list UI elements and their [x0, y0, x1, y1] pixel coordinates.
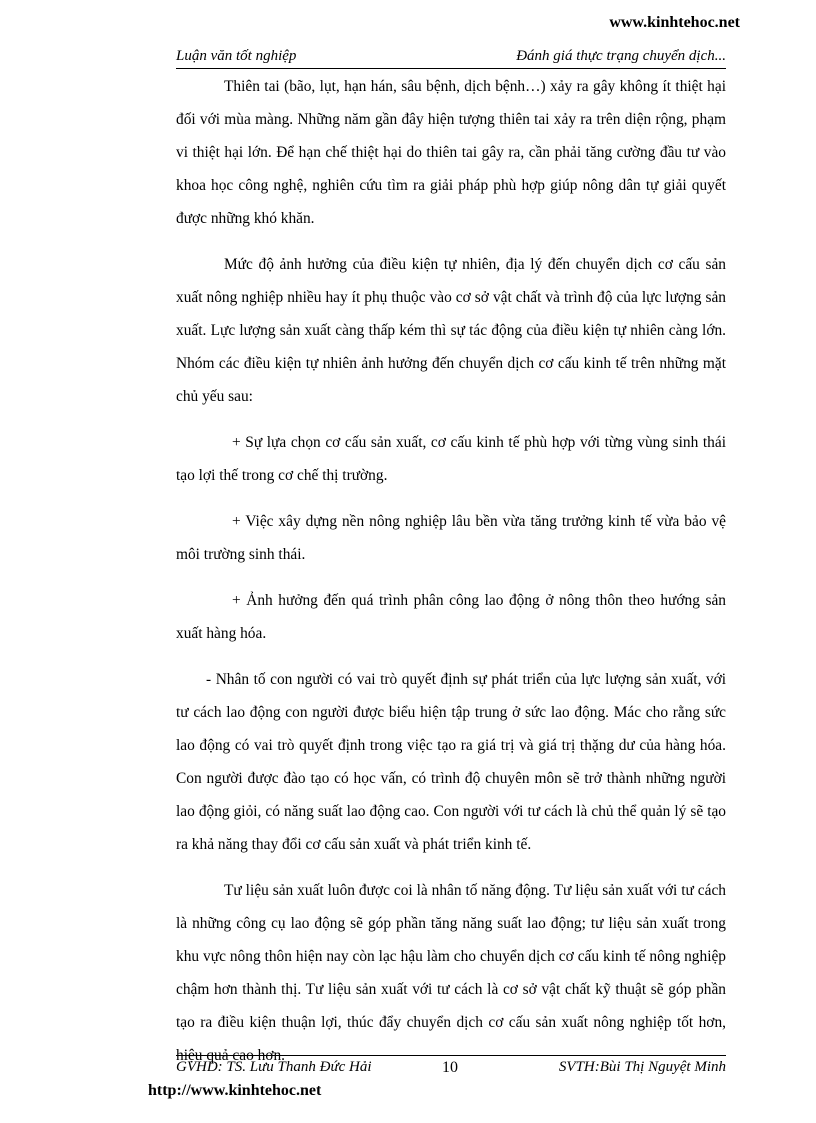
- header-thesis-label: Luận văn tốt nghiệp: [176, 48, 297, 64]
- paragraph-natural-conditions: Mức độ ảnh hưởng của điều kiện tự nhiên, địa lý đến chuyển dịch cơ cấu sản xuất nông nghiệp nhiều hay ít phụ thuộc vào cơ sở vật chất và trình độ của lực lượng sản xuất. Lực lượng sản xuất càng thấp kém thì sự tác động của điều kiện tự nhiên càng lớn. Nhóm các điều kiện tự nhiên ảnh hưởng đến chuyển dịch cơ cấu kinh tế trên những mặt chủ yếu sau:: [176, 256, 726, 405]
- site-url-top: www.kinhtehoc.net: [609, 14, 740, 31]
- page-number: 10: [442, 1059, 458, 1076]
- footer-student: SVTH:Bùi Thị Nguyệt Minh: [558, 1059, 726, 1075]
- site-url-bottom[interactable]: http://www.kinhtehoc.net: [148, 1082, 322, 1099]
- page-footer: [176, 1055, 726, 1080]
- page-header: [176, 48, 726, 69]
- footer-advisor: GVHD: TS. Lưu Thanh Đức Hải: [176, 1059, 372, 1075]
- document-body: [176, 70, 726, 1072]
- bullet-sustainable-agriculture: + Việc xây dựng nền nông nghiệp lâu bền vừa tăng trưởng kinh tế vừa bảo vệ môi trường sinh thái.: [176, 513, 726, 563]
- paragraph-means-of-production: Tư liệu sản xuất luôn được coi là nhân tố năng động. Tư liệu sản xuất với tư cách là những công cụ lao động sẽ góp phần tăng năng suất lao động; tư liệu sản xuất trong khu vực nông thôn hiện nay còn lạc hậu làm cho chuyển dịch cơ cấu kinh tế nông nghiệp chậm hơn thành thị. Tư liệu sản xuất với tư cách là cơ sở vật chất kỹ thuật sẽ góp phần tạo ra điều kiện thuận lợi, thúc đẩy chuyển dịch cơ cấu sản xuất nông nghiệp tốt hơn, hiệu quả cao hơn.: [176, 882, 726, 1064]
- paragraph-human-factor: - Nhân tố con người có vai trò quyết định sự phát triển của lực lượng sản xuất, với tư cách lao động con người được biểu hiện tập trung ở sức lao động. Mác cho rằng sức lao động có vai trò quyết định trong việc tạo ra giá trị và giá trị thặng dư của hàng hóa. Con người được đào tạo có học vấn, có trình độ chuyên môn sẽ trở thành những người lao động giỏi, có năng suất lao động cao. Con người với tư cách là chủ thể quản lý sẽ tạo ra khả năng thay đổi cơ cấu sản xuất và phát triển kinh tế.: [176, 671, 726, 853]
- bullet-labor-division: + Ảnh hưởng đến quá trình phân công lao động ở nông thôn theo hướng sản xuất hàng hóa.: [176, 592, 726, 642]
- header-title: Đánh giá thực trạng chuyển dịch...: [516, 48, 726, 64]
- bullet-production-structure: + Sự lựa chọn cơ cấu sản xuất, cơ cấu kinh tế phù hợp với từng vùng sinh thái tạo lợi thế trong cơ chế thị trường.: [176, 434, 726, 484]
- paragraph-natural-disasters: Thiên tai (bão, lụt, hạn hán, sâu bệnh, dịch bệnh…) xảy ra gây không ít thiệt hại đối với mùa màng. Những năm gần đây hiện tượng thiên tai xảy ra trên diện rộng, phạm vi thiệt hại lớn. Để hạn chế thiệt hại do thiên tai gây ra, cần phải tăng cường đầu tư vào khoa học công nghệ, nghiên cứu tìm ra giải pháp phù hợp giúp nông dân tự giải quyết được những khó khăn.: [176, 78, 726, 227]
